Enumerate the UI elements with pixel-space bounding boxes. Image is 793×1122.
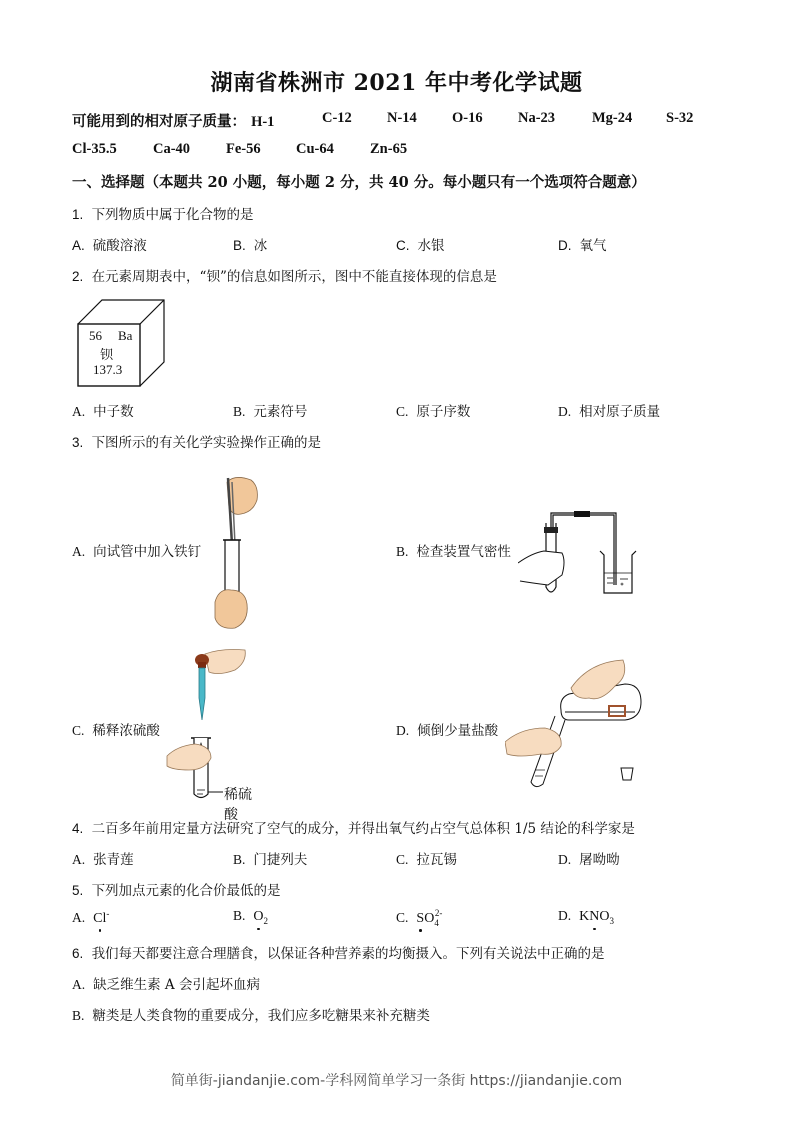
question-number: 4. xyxy=(72,821,84,836)
charge: - xyxy=(106,908,110,918)
question-stem: 下图所示的有关化学实验操作正确的是 xyxy=(91,435,322,451)
option-label: A. xyxy=(72,852,86,867)
atomic-mass-n: N-14 xyxy=(387,110,417,126)
atomic-mass-c: C-12 xyxy=(322,110,352,126)
dotted-element: N xyxy=(589,909,600,924)
option-label: C. xyxy=(396,909,409,925)
option-text: 缺乏维生素 A 会引起坏血病 xyxy=(93,977,260,993)
option-label: C. xyxy=(396,238,410,253)
formula-rest: O xyxy=(424,910,435,926)
option-label: A. xyxy=(72,404,86,419)
q3-option-c xyxy=(72,719,160,739)
barium-element-card xyxy=(76,298,166,388)
formula-cl-ion xyxy=(93,908,110,926)
option-label: A. xyxy=(72,238,85,253)
option-label: C. xyxy=(396,404,409,419)
q5-option-b xyxy=(233,908,268,926)
question-4 xyxy=(72,817,635,837)
atomic-mass-label: 可能用到的相对原子质量： xyxy=(72,113,246,130)
q4-option-a xyxy=(72,848,134,868)
pour-acid-figure xyxy=(505,658,655,790)
option-label: D. xyxy=(558,404,572,419)
option-label: D. xyxy=(396,723,410,738)
formula-sulfate xyxy=(416,908,443,928)
question-stem: 下列加点元素的化合价最低的是 xyxy=(91,883,281,899)
question-number: 6. xyxy=(72,946,84,961)
section-heading: 一、选择题（本题共 20 小题，每小题 2 分，共 40 分。每小题只有一个选项符合题意） xyxy=(72,174,646,191)
option-label: C. xyxy=(72,723,85,738)
q1-option-d xyxy=(558,234,607,254)
element-symbol: Ba xyxy=(118,328,133,343)
atomic-mass-zn: Zn-65 xyxy=(370,141,408,157)
question-stem: 在元素周期表中，“钡”的信息如图所示，图中不能直接体现的信息是 xyxy=(91,269,497,285)
q4-option-d xyxy=(558,848,620,868)
question-stem: 我们每天都要注意合理膳食，以保证各种营养素的均衡摄入。下列有关说法中正确的是 xyxy=(91,946,605,962)
dropper-test-tube-icon xyxy=(165,648,255,803)
option-text: 张青莲 xyxy=(93,852,134,868)
formula-rest: O xyxy=(599,909,610,924)
document-title: 湖南省株洲市 2021 年中考化学试题 xyxy=(210,70,583,96)
question-5 xyxy=(72,879,281,899)
option-text: 氧气 xyxy=(579,238,607,254)
option-text: 拉瓦锡 xyxy=(416,852,457,868)
option-label: B. xyxy=(396,544,409,559)
q6-option-a xyxy=(72,973,260,993)
option-label: B. xyxy=(233,908,246,923)
option-text: 相对原子质量 xyxy=(579,404,661,420)
footer-watermark: 简单街-jiandanjie.com-学科网简单学习一条街 https://jiandanjie.com xyxy=(170,1073,623,1089)
q3-option-d xyxy=(396,719,498,739)
q5-option-c xyxy=(396,908,442,927)
atomic-mass-na: Na-23 xyxy=(518,110,556,126)
q3-option-a xyxy=(72,540,201,560)
q1-option-c xyxy=(396,234,445,254)
dilute-acid-label: 稀硫酸 xyxy=(224,787,252,823)
subscript: 2 xyxy=(263,915,269,926)
question-stem: 下列物质中属于化合物的是 xyxy=(91,207,254,223)
option-label: B. xyxy=(233,404,246,419)
atomic-number: 56 xyxy=(89,328,102,343)
q3-option-b xyxy=(396,540,511,560)
formula-kno3 xyxy=(579,909,614,924)
formula-prefix: K xyxy=(579,909,590,924)
q1-option-b xyxy=(233,234,267,254)
dilute-acid-figure xyxy=(165,648,255,823)
q1-option-a xyxy=(72,234,147,254)
option-text: 屠呦呦 xyxy=(579,852,620,868)
charge: 2- xyxy=(434,908,443,918)
atomic-mass-h: H-1 xyxy=(251,114,275,130)
option-text: 元素符号 xyxy=(253,404,308,420)
question-2 xyxy=(72,265,497,285)
atomic-mass: 137.3 xyxy=(93,362,123,377)
dotted-element: O xyxy=(253,909,264,924)
atomic-mass-cl: Cl-35.5 xyxy=(72,141,117,157)
option-text: 中子数 xyxy=(93,404,134,420)
airtightness-apparatus-icon xyxy=(518,505,648,600)
q5-option-a xyxy=(72,908,109,927)
option-label: D. xyxy=(558,238,572,253)
question-number: 1. xyxy=(72,207,84,222)
option-label: A. xyxy=(72,977,86,992)
q2-option-a xyxy=(72,400,134,420)
question-number: 5. xyxy=(72,883,84,898)
dotted-element: S xyxy=(416,910,425,926)
option-text: 倾倒少量盐酸 xyxy=(417,723,499,739)
question-number: 3. xyxy=(72,435,84,450)
option-label: D. xyxy=(558,852,572,867)
formula-o2 xyxy=(253,909,268,924)
test-tube-tweezers-icon xyxy=(205,472,265,632)
question-3 xyxy=(72,431,321,451)
q2-option-c xyxy=(396,400,470,420)
dotted-element: Cl xyxy=(93,910,107,926)
q5-option-d xyxy=(558,908,614,926)
option-label: A. xyxy=(72,909,86,925)
option-text: 向试管中加入铁钉 xyxy=(93,544,202,560)
question-number: 2. xyxy=(72,269,84,284)
option-text: 稀释浓硫酸 xyxy=(92,723,160,739)
option-text: 冰 xyxy=(253,238,268,254)
option-label: B. xyxy=(233,852,246,867)
q2-option-b xyxy=(233,400,307,420)
subscript: 4 xyxy=(434,917,439,928)
option-text: 水银 xyxy=(417,238,445,254)
element-name: 钡 xyxy=(100,348,114,363)
question-6 xyxy=(72,942,605,962)
option-label: B. xyxy=(72,1008,85,1023)
q4-option-b xyxy=(233,848,307,868)
airtightness-check-figure xyxy=(518,505,648,600)
atomic-mass-ca: Ca-40 xyxy=(153,141,191,157)
atomic-mass-s: S-32 xyxy=(666,110,694,126)
option-label: B. xyxy=(233,238,246,253)
atomic-mass-row-1 xyxy=(72,110,274,131)
pouring-bottle-test-tube-icon xyxy=(505,658,655,790)
option-text: 检查装置气密性 xyxy=(416,544,511,560)
option-label: C. xyxy=(396,852,409,867)
question-1 xyxy=(72,203,254,223)
question-stem: 二百多年前用定量方法研究了空气的成分，并得出氧气约占空气总体积 1/5 结论的科学家是 xyxy=(91,821,635,837)
adding-iron-nail-figure xyxy=(205,472,265,632)
atomic-mass-fe: Fe-56 xyxy=(226,141,261,157)
atomic-mass-mg: Mg-24 xyxy=(592,110,633,126)
option-text: 原子序数 xyxy=(416,404,471,420)
option-text: 门捷列夫 xyxy=(253,852,308,868)
q2-option-d xyxy=(558,400,660,420)
subscript: 3 xyxy=(609,915,614,926)
q4-option-c xyxy=(396,848,457,868)
option-label: D. xyxy=(558,908,572,923)
option-text: 糖类是人类食物的重要成分，我们应多吃糖果来补充糖类 xyxy=(92,1008,430,1024)
option-label: A. xyxy=(72,544,86,559)
option-text: 硫酸溶液 xyxy=(92,238,147,254)
atomic-mass-cu: Cu-64 xyxy=(296,141,334,157)
atomic-mass-o: O-16 xyxy=(452,110,483,126)
q6-option-b xyxy=(72,1004,430,1024)
